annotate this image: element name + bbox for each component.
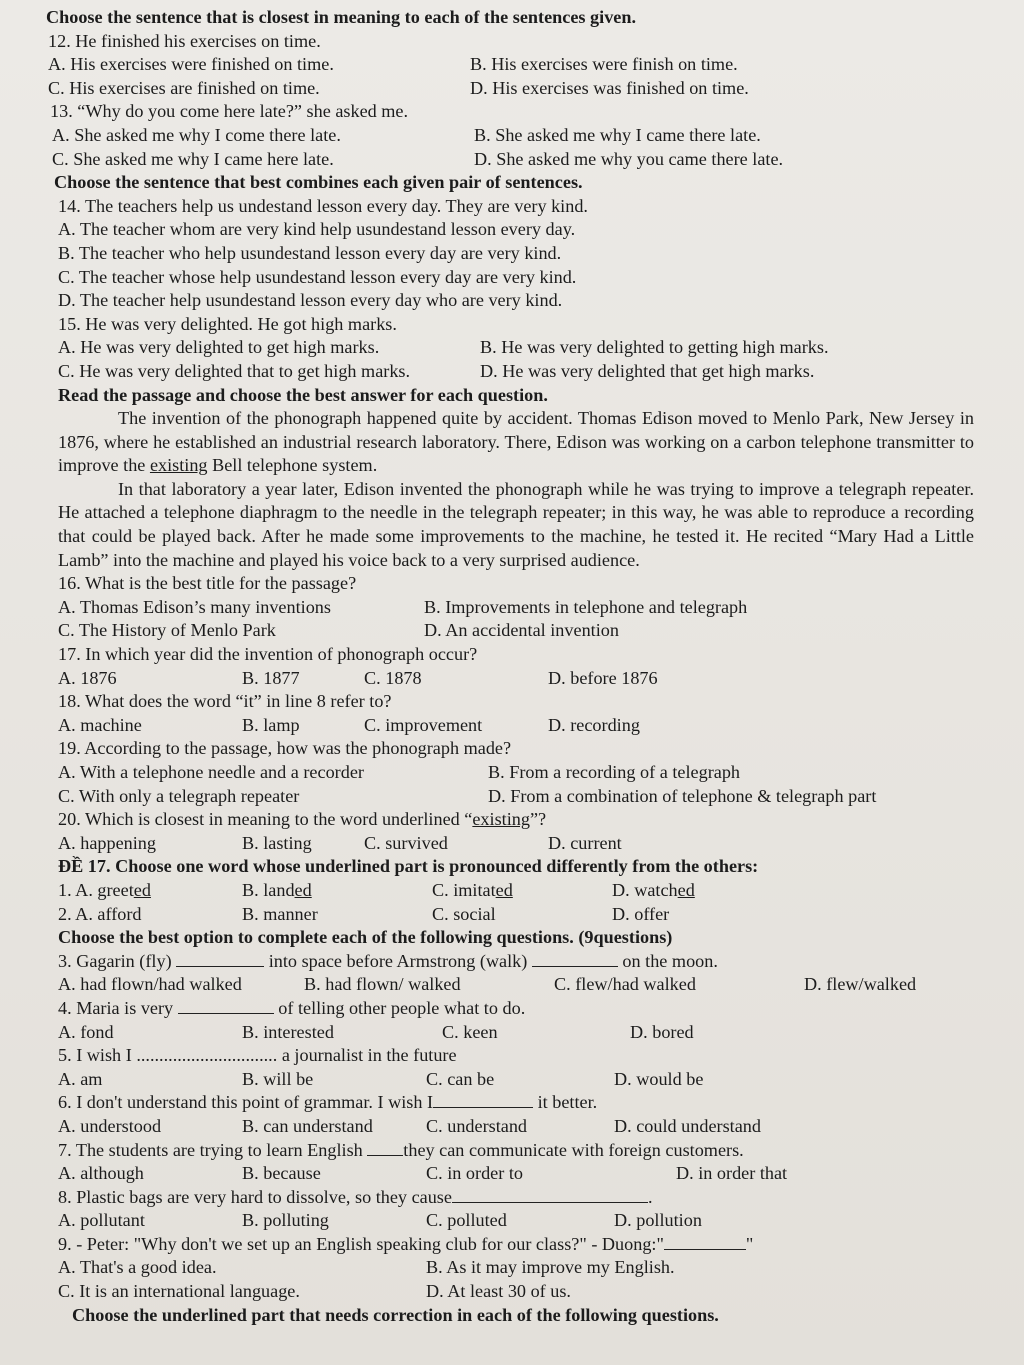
question-4-options (58, 1021, 964, 1045)
option-16-b: B. Improvements in telephone and telegraph (424, 596, 748, 617)
option-16-d: D. An accidental invention (424, 620, 619, 641)
passage-p1-end: Bell telephone system. (207, 455, 378, 476)
question-7-options (58, 1162, 964, 1186)
option-15-a: A. He was very delighted to get high marks. (58, 337, 380, 358)
question-12-options-row1 (48, 53, 964, 77)
option-1-c-underline: ed (495, 879, 513, 900)
option-19-b: B. From a recording of a telegraph (488, 762, 741, 782)
option-16-a: A. Thomas Edison’s many inventions (58, 596, 331, 617)
question-7-text-1: 7. The students are trying to learn English (58, 1139, 368, 1160)
option-19-c: C. With only a telegraph repeater (58, 785, 300, 806)
question-8-options (58, 1209, 964, 1233)
option-9-b: B. As it may improve my English. (426, 1257, 675, 1278)
option-1-c-text: C. imitat (432, 879, 496, 900)
question-3-text-2: into space before Armstrong (walk) (268, 950, 528, 971)
option-9-c: C. It is an international language. (58, 1281, 300, 1302)
option-5-a: A. am (58, 1068, 103, 1089)
question-20-end: ”? (529, 809, 547, 830)
option-9-a: A. That's a good idea. (58, 1257, 217, 1278)
question-3 (58, 950, 964, 974)
option-1-a-underline: ed (133, 879, 151, 900)
option-16-c: C. The History of Menlo Park (58, 620, 276, 641)
passage-paragraph-2: In that laboratory a year later, Edison invented the phonograph while he was trying to improve a telegraph repeater. He attached a telephone diaphragm to the needle in the telegraph repeater; in this way, he was able to reproduce a recording that could be played back. After he made some improvements to the machine, he tested it. He recited “Mary Had a Little Lamb” into the machine and played his voice back to a very surprised audience. (58, 478, 974, 570)
question-1-options (58, 879, 964, 903)
question-20-options (58, 832, 964, 856)
option-12-d: D. His exercises was finished on time. (470, 77, 749, 98)
question-16: 16. What is the best title for the passage? (58, 573, 357, 594)
passage-paragraph-1 (58, 407, 974, 478)
question-4-text-1: 4. Maria is very (58, 997, 174, 1018)
question-6 (58, 1091, 964, 1115)
passage-p1-text: The invention of the phonograph happened quite by accident. Thomas Edison moved to Menlo Park, New Jersey in 1876, where he established an industrial research laboratory. There, Edison was working on a carbon telephone transmitter to improve the (58, 408, 974, 476)
answer-blank[interactable] (176, 950, 264, 967)
question-5 (58, 1044, 964, 1068)
question-19-options-row2 (58, 785, 964, 809)
option-13-b: B. She asked me why I came there late. (474, 124, 761, 145)
option-3-d: D. flew/walked (804, 974, 917, 995)
option-15-c: C. He was very delighted that to get high marks. (58, 360, 411, 381)
option-18-c: C. improvement (364, 714, 483, 735)
section-heading-correction: Choose the underlined part that needs correction in each of the following questions. (72, 1304, 719, 1325)
option-13-d: D. She asked me why you came there late. (474, 148, 784, 169)
question-13: 13. “Why do you come here late?” she asked me. (50, 101, 409, 122)
option-2-c: C. social (432, 903, 496, 924)
question-12: 12. He finished his exercises on time. (48, 30, 321, 51)
question-19: 19. According to the passage, how was the phonograph made? (58, 738, 512, 759)
option-4-b: B. interested (242, 1021, 334, 1042)
option-5-b: B. will be (242, 1068, 314, 1089)
question-18: 18. What does the word “it” in line 8 refer to? (58, 691, 392, 712)
option-1-d (612, 879, 695, 903)
question-6-options (58, 1115, 964, 1139)
question-9-options-row1 (58, 1256, 964, 1280)
option-15-b: B. He was very delighted to getting high marks. (480, 337, 829, 358)
option-12-a: A. His exercises were finished on time. (48, 54, 334, 75)
section-heading-de17-pronunciation: ĐỀ 17. Choose one word whose underlined part is pronounced differently from the others: (58, 856, 759, 877)
section-heading-reading: Read the passage and choose the best answer for each question. (58, 384, 548, 405)
option-17-a: A. 1876 (58, 667, 117, 688)
question-2-options (58, 903, 964, 927)
option-14-d: D. The teacher help usundestand lesson every day who are very kind. (58, 290, 563, 311)
option-6-d: D. could understand (614, 1115, 761, 1136)
option-18-a: A. machine (58, 714, 142, 735)
question-13-options-row2 (52, 148, 964, 172)
question-8-text-1: 8. Plastic bags are very hard to dissolve, so they cause (58, 1186, 452, 1207)
answer-blank-dots[interactable]: ............................... (136, 1045, 278, 1066)
option-17-d: D. before 1876 (548, 667, 658, 688)
answer-blank[interactable] (664, 1233, 746, 1250)
option-1-b (242, 879, 432, 903)
question-4-text-2: of telling other people what to do. (278, 997, 526, 1018)
option-1-b-underline: ed (294, 879, 312, 900)
option-1-c (432, 879, 612, 903)
question-9-text-1: 9. - Peter: "Why don't we set up an English speaking club for our class?" - Duong:" (58, 1233, 664, 1254)
question-6-text-2: it better. (533, 1092, 598, 1113)
option-20-b: B. lasting (242, 832, 312, 853)
option-7-c: C. in order to (426, 1163, 523, 1184)
option-5-d: D. would be (614, 1068, 704, 1089)
option-1-d-underline: ed (677, 879, 695, 900)
answer-blank[interactable] (452, 1186, 648, 1203)
question-17: 17. In which year did the invention of phonograph occur? (58, 644, 478, 665)
answer-blank[interactable] (178, 997, 274, 1014)
option-8-a: A. pollutant (58, 1210, 145, 1231)
option-12-c: C. His exercises are finished on time. (48, 77, 320, 98)
option-19-a: A. With a telephone needle and a recorder (58, 762, 364, 782)
question-15-options-row2 (58, 360, 964, 384)
option-19-d: D. From a combination of telephone & telegraph part (488, 785, 877, 806)
option-3-c: C. flew/had walked (554, 974, 696, 995)
option-2-d: D. offer (612, 903, 670, 924)
option-3-a: A. had flown/had walked (58, 974, 242, 995)
question-8 (58, 1186, 964, 1210)
option-1-a (58, 879, 242, 903)
option-17-b: B. 1877 (242, 667, 300, 688)
option-1-b-text: B. land (242, 879, 295, 900)
option-8-b: B. polluting (242, 1210, 329, 1231)
answer-blank[interactable] (433, 1091, 533, 1108)
option-6-a: A. understood (58, 1115, 162, 1136)
option-2-b: B. manner (242, 903, 318, 924)
question-19-options-row1 (58, 761, 964, 785)
section-heading-best-option: Choose the best option to complete each of the following questions. (9questions) (58, 927, 673, 948)
option-7-b: B. because (242, 1163, 321, 1184)
option-20-d: D. current (548, 832, 622, 853)
option-14-a: A. The teacher whom are very kind help usundestand lesson every day. (58, 219, 576, 240)
question-9-text-2: " (745, 1233, 754, 1254)
option-6-c: C. understand (426, 1115, 528, 1136)
question-13-options-row1 (52, 124, 964, 148)
option-20-a: A. happening (58, 832, 156, 853)
question-3-options (58, 973, 964, 997)
option-13-c: C. She asked me why I came here late. (52, 148, 334, 169)
option-2-a: 2. A. afford (58, 903, 142, 924)
question-7 (58, 1139, 964, 1163)
question-3-text-1: 3. Gagarin (fly) (58, 950, 172, 971)
option-15-d: D. He was very delighted that get high marks. (480, 360, 815, 381)
question-17-options (58, 667, 964, 691)
question-4 (58, 997, 964, 1021)
question-12-options-row2 (48, 77, 964, 101)
option-13-a: A. She asked me why I come there late. (52, 124, 341, 145)
question-9-options-row2 (58, 1280, 964, 1304)
option-8-c: C. polluted (426, 1210, 507, 1231)
option-4-d: D. bored (630, 1021, 694, 1042)
option-3-b: B. had flown/ walked (304, 974, 461, 995)
option-18-b: B. lamp (242, 714, 300, 735)
question-3-text-3: on the moon. (622, 950, 718, 971)
option-20-c: C. survived (364, 832, 448, 853)
question-8-text-2: . (647, 1186, 653, 1207)
question-15-options-row1 (58, 336, 964, 360)
option-14-c: C. The teacher whose help usundestand lesson every day are very kind. (58, 266, 577, 287)
option-9-d: D. At least 30 of us. (426, 1281, 571, 1302)
question-7-text-2: they can communicate with foreign customers. (403, 1139, 744, 1160)
question-16-options-row2 (58, 619, 964, 643)
option-1-d-text: D. watch (612, 879, 678, 900)
option-4-a: A. fond (58, 1021, 114, 1042)
option-17-c: C. 1878 (364, 667, 422, 688)
question-5-text-1: 5. I wish I (58, 1045, 137, 1066)
question-5-options (58, 1068, 964, 1092)
passage-underlined-word: existing (149, 455, 208, 476)
section-heading-combine: Choose the sentence that best combines each given pair of sentences. (54, 172, 583, 193)
option-6-b: B. can understand (242, 1115, 373, 1136)
option-4-c: C. keen (442, 1021, 498, 1042)
question-6-text-1: 6. I don't understand this point of grammar. I wish I (58, 1092, 434, 1113)
option-8-d: D. pollution (614, 1210, 702, 1231)
option-18-d: D. recording (548, 714, 640, 735)
option-14-b: B. The teacher who help usundestand lesson every day are very kind. (58, 242, 562, 263)
question-20-underlined-word: existing (472, 809, 530, 830)
question-16-options-row1 (58, 596, 964, 620)
question-5-text-2: a journalist in the future (277, 1045, 457, 1066)
question-20-text: 20. Which is closest in meaning to the word underlined “ (58, 809, 473, 830)
question-9 (58, 1233, 964, 1257)
option-7-d: D. in order that (676, 1163, 788, 1184)
question-18-options (58, 714, 964, 738)
answer-blank[interactable] (367, 1139, 403, 1156)
section-heading-closest-meaning: Choose the sentence that is closest in meaning to each of the sentences given. (46, 7, 637, 27)
option-12-b: B. His exercises were finish on time. (470, 54, 738, 75)
option-1-a-text: 1. A. greet (58, 879, 134, 900)
option-7-a: A. although (58, 1163, 144, 1184)
question-14: 14. The teachers help us undestand lesson every day. They are very kind. (58, 195, 588, 216)
option-5-c: C. can be (426, 1068, 495, 1089)
question-20 (58, 808, 964, 832)
question-15: 15. He was very delighted. He got high marks. (58, 313, 397, 334)
answer-blank[interactable] (532, 950, 618, 967)
